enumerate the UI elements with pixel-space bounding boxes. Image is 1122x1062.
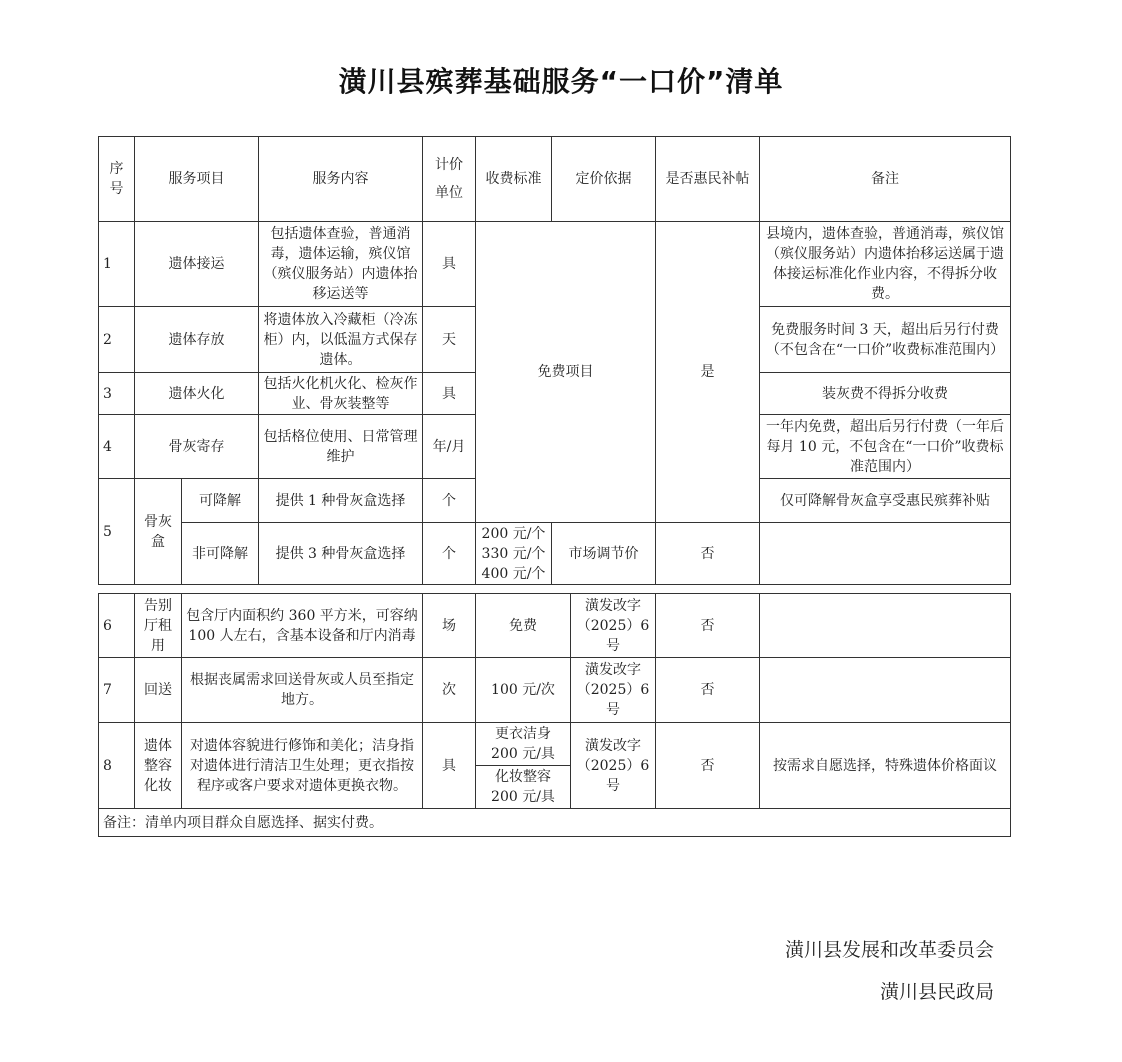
urn-nondegradable-subsidy: 否	[656, 523, 760, 585]
table-row	[99, 523, 1011, 585]
row-seq: 1	[99, 222, 135, 307]
row-seq: 5	[99, 479, 135, 585]
header-unit-bottom: 单位	[435, 185, 463, 201]
urn-nondegradable-unit: 个	[423, 523, 476, 585]
row-seq: 8	[99, 723, 135, 809]
row-item: 骨灰寄存	[135, 415, 259, 479]
urn-degradable-label: 可降解	[182, 479, 259, 523]
footnote: 备注：清单内项目群众自愿选择、据实付费。	[99, 809, 1011, 837]
row-remark: 装灰费不得拆分收费	[760, 373, 1011, 415]
price-table-main	[98, 136, 1011, 585]
table-row	[99, 723, 1011, 766]
header-item: 服务项目	[135, 137, 259, 222]
row-remark: 按需求自愿选择，特殊遗体价格面议	[760, 723, 1011, 809]
row-unit: 具	[423, 723, 476, 809]
subsidy-yes-cell: 是	[656, 222, 760, 523]
header-fee: 收费标准	[476, 137, 552, 222]
header-unit	[423, 137, 476, 222]
header-row	[99, 137, 1011, 222]
row-basis: 潢发改字（2025）6 号	[571, 594, 656, 658]
row-content: 包括火化机火化、检灰作业、骨灰装整等	[259, 373, 423, 415]
header-basis: 定价依据	[552, 137, 656, 222]
table-row	[99, 222, 1011, 307]
row-unit: 天	[423, 307, 476, 373]
row-fee: 免费	[476, 594, 571, 658]
row-content: 包括遗体查验，普通消毒，遗体运输，殡仪馆（殡仪服务站）内遗体抬移运送等	[259, 222, 423, 307]
row-remark: 免费服务时间 3 天，超出后另行付费（不包含在“一口价”收费标准范围内）	[760, 307, 1011, 373]
row-remark	[760, 594, 1011, 658]
header-unit-top: 计价	[435, 157, 463, 173]
page-title: 潢川县殡葬基础服务“一口价”清单	[338, 65, 784, 98]
row-content: 包括格位使用、日常管理维护	[259, 415, 423, 479]
urn-degradable-content: 提供 1 种骨灰盒选择	[259, 479, 423, 523]
row-content: 根据丧属需求回送骨灰或人员至指定地方。	[182, 658, 423, 723]
header-content: 服务内容	[259, 137, 423, 222]
row-unit: 具	[423, 222, 476, 307]
signature-org-2: 潢川县民政局	[879, 981, 994, 1003]
row-content: 将遗体放入冷藏柜（冷冻柜）内，以低温方式保存遗体。	[259, 307, 423, 373]
row-seq: 3	[99, 373, 135, 415]
signature-org-1: 潢川县发展和改革委员会	[784, 939, 994, 961]
urn-nondegradable-fee: 200 元/个 330 元/个 400 元/个	[476, 523, 552, 585]
row-unit: 场	[423, 594, 476, 658]
row-remark: 县境内，遗体查验，普通消毒，殡仪馆（殡仪服务站）内遗体抬移运送属于遗体接运标准化作业内容，不得拆分收费。	[760, 222, 1011, 307]
row-subsidy: 否	[656, 723, 760, 809]
row-subsidy: 否	[656, 658, 760, 723]
row-basis: 潢发改字（2025）6 号	[571, 723, 656, 809]
urn-nondegradable-basis: 市场调节价	[552, 523, 656, 585]
row-seq: 7	[99, 658, 135, 723]
row-item: 告别厅租用	[135, 594, 182, 658]
row-fee: 100 元/次	[476, 658, 571, 723]
urn-group-label: 骨灰盒	[135, 479, 182, 585]
urn-degradable-unit: 个	[423, 479, 476, 523]
row-fee-wash: 更衣洁身 200 元/具	[476, 723, 571, 766]
free-items-cell: 免费项目	[476, 222, 656, 523]
row-fee-makeup: 化妆整容 200 元/具	[476, 766, 571, 809]
row-seq: 6	[99, 594, 135, 658]
row-unit: 年/月	[423, 415, 476, 479]
table-row	[99, 594, 1011, 658]
header-seq: 序号	[99, 137, 135, 222]
row-item: 遗体火化	[135, 373, 259, 415]
urn-degradable-remark: 仅可降解骨灰盒享受惠民殡葬补贴	[760, 479, 1011, 523]
row-item: 遗体存放	[135, 307, 259, 373]
row-seq: 4	[99, 415, 135, 479]
urn-nondegradable-remark	[760, 523, 1011, 585]
price-table-extra	[98, 593, 1011, 837]
row-item: 遗体整容化妆	[135, 723, 182, 809]
urn-nondegradable-content: 提供 3 种骨灰盒选择	[259, 523, 423, 585]
row-content: 包含厅内面积约 360 平方米，可容纳 100 人左右，含基本设备和厅内消毒	[182, 594, 423, 658]
footnote-row	[99, 809, 1011, 837]
row-basis: 潢发改字（2025）6 号	[571, 658, 656, 723]
row-remark	[760, 658, 1011, 723]
row-seq: 2	[99, 307, 135, 373]
row-content: 对遗体容貌进行修饰和美化；洁身指对遗体进行清洁卫生处理；更衣指按程序或客户要求对遗体更换衣物。	[182, 723, 423, 809]
row-unit: 次	[423, 658, 476, 723]
header-subsidy: 是否惠民补帖	[656, 137, 760, 222]
header-remark: 备注	[760, 137, 1011, 222]
row-item: 回送	[135, 658, 182, 723]
row-unit: 具	[423, 373, 476, 415]
urn-nondegradable-label: 非可降解	[182, 523, 259, 585]
row-item: 遗体接运	[135, 222, 259, 307]
row-subsidy: 否	[656, 594, 760, 658]
table-row	[99, 658, 1011, 723]
row-remark: 一年内免费，超出后另行付费（一年后每月 10 元，不包含在“一口价”收费标准范围内）	[760, 415, 1011, 479]
